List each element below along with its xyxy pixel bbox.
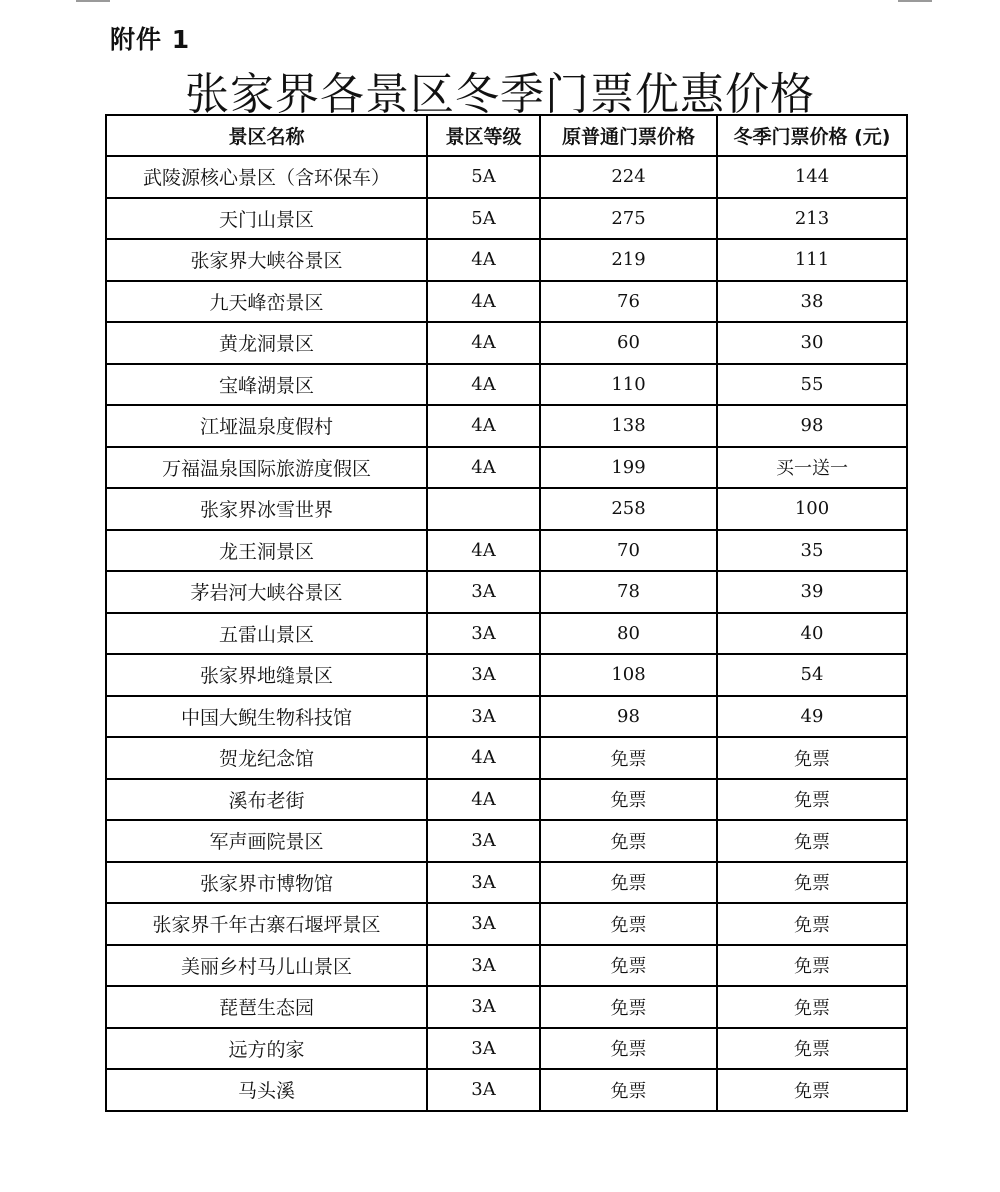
attachment-label: 附件 1 <box>110 25 191 54</box>
table-row <box>106 862 907 904</box>
cell-original-price: 免票 <box>540 779 717 821</box>
cell-scenic-area-level: 3A <box>427 820 540 862</box>
column-header-original-price: 原普通门票价格 <box>540 115 717 156</box>
cell-scenic-area-name: 九天峰峦景区 <box>106 281 427 323</box>
cell-scenic-area-level: 4A <box>427 447 540 489</box>
cell-scenic-area-name: 贺龙纪念馆 <box>106 737 427 779</box>
cell-scenic-area-name: 天门山景区 <box>106 198 427 240</box>
cell-winter-price: 免票 <box>717 737 907 779</box>
cell-original-price: 免票 <box>540 820 717 862</box>
cell-scenic-area-level: 3A <box>427 1069 540 1111</box>
cell-scenic-area-level: 5A <box>427 198 540 240</box>
cell-winter-price: 免票 <box>717 779 907 821</box>
table-row <box>106 530 907 572</box>
cell-scenic-area-name: 万福温泉国际旅游度假区 <box>106 447 427 489</box>
cell-scenic-area-level: 4A <box>427 530 540 572</box>
table-body <box>106 156 907 1111</box>
cell-original-price: 免票 <box>540 903 717 945</box>
table-row <box>106 779 907 821</box>
cell-original-price: 免票 <box>540 1069 717 1111</box>
cell-original-price: 80 <box>540 613 717 655</box>
cell-winter-price: 免票 <box>717 945 907 987</box>
cell-winter-price: 免票 <box>717 1069 907 1111</box>
cell-original-price: 98 <box>540 696 717 738</box>
cell-winter-price: 213 <box>717 198 907 240</box>
table-row <box>106 986 907 1028</box>
cell-winter-price: 54 <box>717 654 907 696</box>
cell-winter-price: 111 <box>717 239 907 281</box>
cell-scenic-area-name: 张家界大峡谷景区 <box>106 239 427 281</box>
document-title: 张家界各景区冬季门票优惠价格 <box>185 69 815 120</box>
cell-winter-price: 30 <box>717 322 907 364</box>
cell-scenic-area-name: 龙王洞景区 <box>106 530 427 572</box>
cell-scenic-area-name: 远方的家 <box>106 1028 427 1070</box>
cell-scenic-area-level: 4A <box>427 737 540 779</box>
cell-scenic-area-level: 5A <box>427 156 540 198</box>
table-row <box>106 156 907 198</box>
cell-original-price: 76 <box>540 281 717 323</box>
cell-scenic-area-name: 中国大鲵生物科技馆 <box>106 696 427 738</box>
cell-original-price: 免票 <box>540 1028 717 1070</box>
page-corner-mark-right <box>898 0 932 2</box>
cell-winter-price: 40 <box>717 613 907 655</box>
cell-original-price: 免票 <box>540 862 717 904</box>
table-row <box>106 571 907 613</box>
cell-original-price: 258 <box>540 488 717 530</box>
cell-original-price: 70 <box>540 530 717 572</box>
cell-winter-price: 55 <box>717 364 907 406</box>
cell-scenic-area-name: 武陵源核心景区（含环保车） <box>106 156 427 198</box>
table-row <box>106 364 907 406</box>
cell-scenic-area-name: 琵琶生态园 <box>106 986 427 1028</box>
cell-winter-price: 免票 <box>717 1028 907 1070</box>
cell-scenic-area-name: 江垭温泉度假村 <box>106 405 427 447</box>
page-corner-mark-left <box>76 0 110 2</box>
cell-scenic-area-name: 军声画院景区 <box>106 820 427 862</box>
cell-original-price: 110 <box>540 364 717 406</box>
table-row <box>106 1028 907 1070</box>
cell-scenic-area-level: 4A <box>427 364 540 406</box>
cell-scenic-area-level: 3A <box>427 571 540 613</box>
cell-winter-price: 免票 <box>717 862 907 904</box>
cell-scenic-area-level: 3A <box>427 696 540 738</box>
cell-scenic-area-level: 3A <box>427 654 540 696</box>
cell-winter-price: 38 <box>717 281 907 323</box>
cell-scenic-area-level: 4A <box>427 322 540 364</box>
cell-scenic-area-level: 4A <box>427 779 540 821</box>
cell-winter-price: 100 <box>717 488 907 530</box>
cell-original-price: 199 <box>540 447 717 489</box>
cell-scenic-area-level: 3A <box>427 903 540 945</box>
table-row <box>106 405 907 447</box>
cell-winter-price: 免票 <box>717 820 907 862</box>
table-row <box>106 447 907 489</box>
cell-winter-price: 免票 <box>717 903 907 945</box>
table-row <box>106 945 907 987</box>
cell-scenic-area-level: 3A <box>427 862 540 904</box>
cell-scenic-area-name: 张家界市博物馆 <box>106 862 427 904</box>
cell-scenic-area-name: 五雷山景区 <box>106 613 427 655</box>
cell-scenic-area-level: 4A <box>427 405 540 447</box>
table-row <box>106 903 907 945</box>
table-row <box>106 654 907 696</box>
cell-scenic-area-name: 茅岩河大峡谷景区 <box>106 571 427 613</box>
cell-original-price: 60 <box>540 322 717 364</box>
cell-original-price: 78 <box>540 571 717 613</box>
table-row <box>106 1069 907 1111</box>
table-row <box>106 239 907 281</box>
cell-original-price: 138 <box>540 405 717 447</box>
cell-scenic-area-name: 张家界冰雪世界 <box>106 488 427 530</box>
table-row <box>106 696 907 738</box>
cell-winter-price: 买一送一 <box>717 447 907 489</box>
cell-scenic-area-level: 3A <box>427 1028 540 1070</box>
cell-winter-price: 39 <box>717 571 907 613</box>
table-row <box>106 488 907 530</box>
cell-winter-price: 35 <box>717 530 907 572</box>
cell-scenic-area-level <box>427 488 540 530</box>
cell-original-price: 免票 <box>540 986 717 1028</box>
cell-original-price: 219 <box>540 239 717 281</box>
cell-winter-price: 免票 <box>717 986 907 1028</box>
cell-winter-price: 144 <box>717 156 907 198</box>
cell-scenic-area-level: 3A <box>427 986 540 1028</box>
cell-scenic-area-name: 张家界地缝景区 <box>106 654 427 696</box>
cell-original-price: 224 <box>540 156 717 198</box>
table-row <box>106 737 907 779</box>
column-header-winter-price: 冬季门票价格 (元) <box>717 115 907 156</box>
table-row <box>106 281 907 323</box>
cell-winter-price: 98 <box>717 405 907 447</box>
cell-original-price: 免票 <box>540 737 717 779</box>
cell-scenic-area-name: 宝峰湖景区 <box>106 364 427 406</box>
table-row <box>106 613 907 655</box>
table-row <box>106 322 907 364</box>
cell-scenic-area-name: 马头溪 <box>106 1069 427 1111</box>
cell-scenic-area-level: 4A <box>427 281 540 323</box>
cell-scenic-area-level: 3A <box>427 613 540 655</box>
cell-scenic-area-name: 美丽乡村马儿山景区 <box>106 945 427 987</box>
cell-scenic-area-level: 3A <box>427 945 540 987</box>
table-row <box>106 198 907 240</box>
cell-original-price: 免票 <box>540 945 717 987</box>
cell-winter-price: 49 <box>717 696 907 738</box>
cell-original-price: 275 <box>540 198 717 240</box>
table-header-row <box>106 115 907 156</box>
column-header-level: 景区等级 <box>427 115 540 156</box>
cell-original-price: 108 <box>540 654 717 696</box>
cell-scenic-area-name: 张家界千年古寨石堰坪景区 <box>106 903 427 945</box>
cell-scenic-area-name: 溪布老街 <box>106 779 427 821</box>
column-header-name: 景区名称 <box>106 115 427 156</box>
cell-scenic-area-name: 黄龙洞景区 <box>106 322 427 364</box>
cell-scenic-area-level: 4A <box>427 239 540 281</box>
ticket-price-table <box>105 114 908 1112</box>
table-row <box>106 820 907 862</box>
